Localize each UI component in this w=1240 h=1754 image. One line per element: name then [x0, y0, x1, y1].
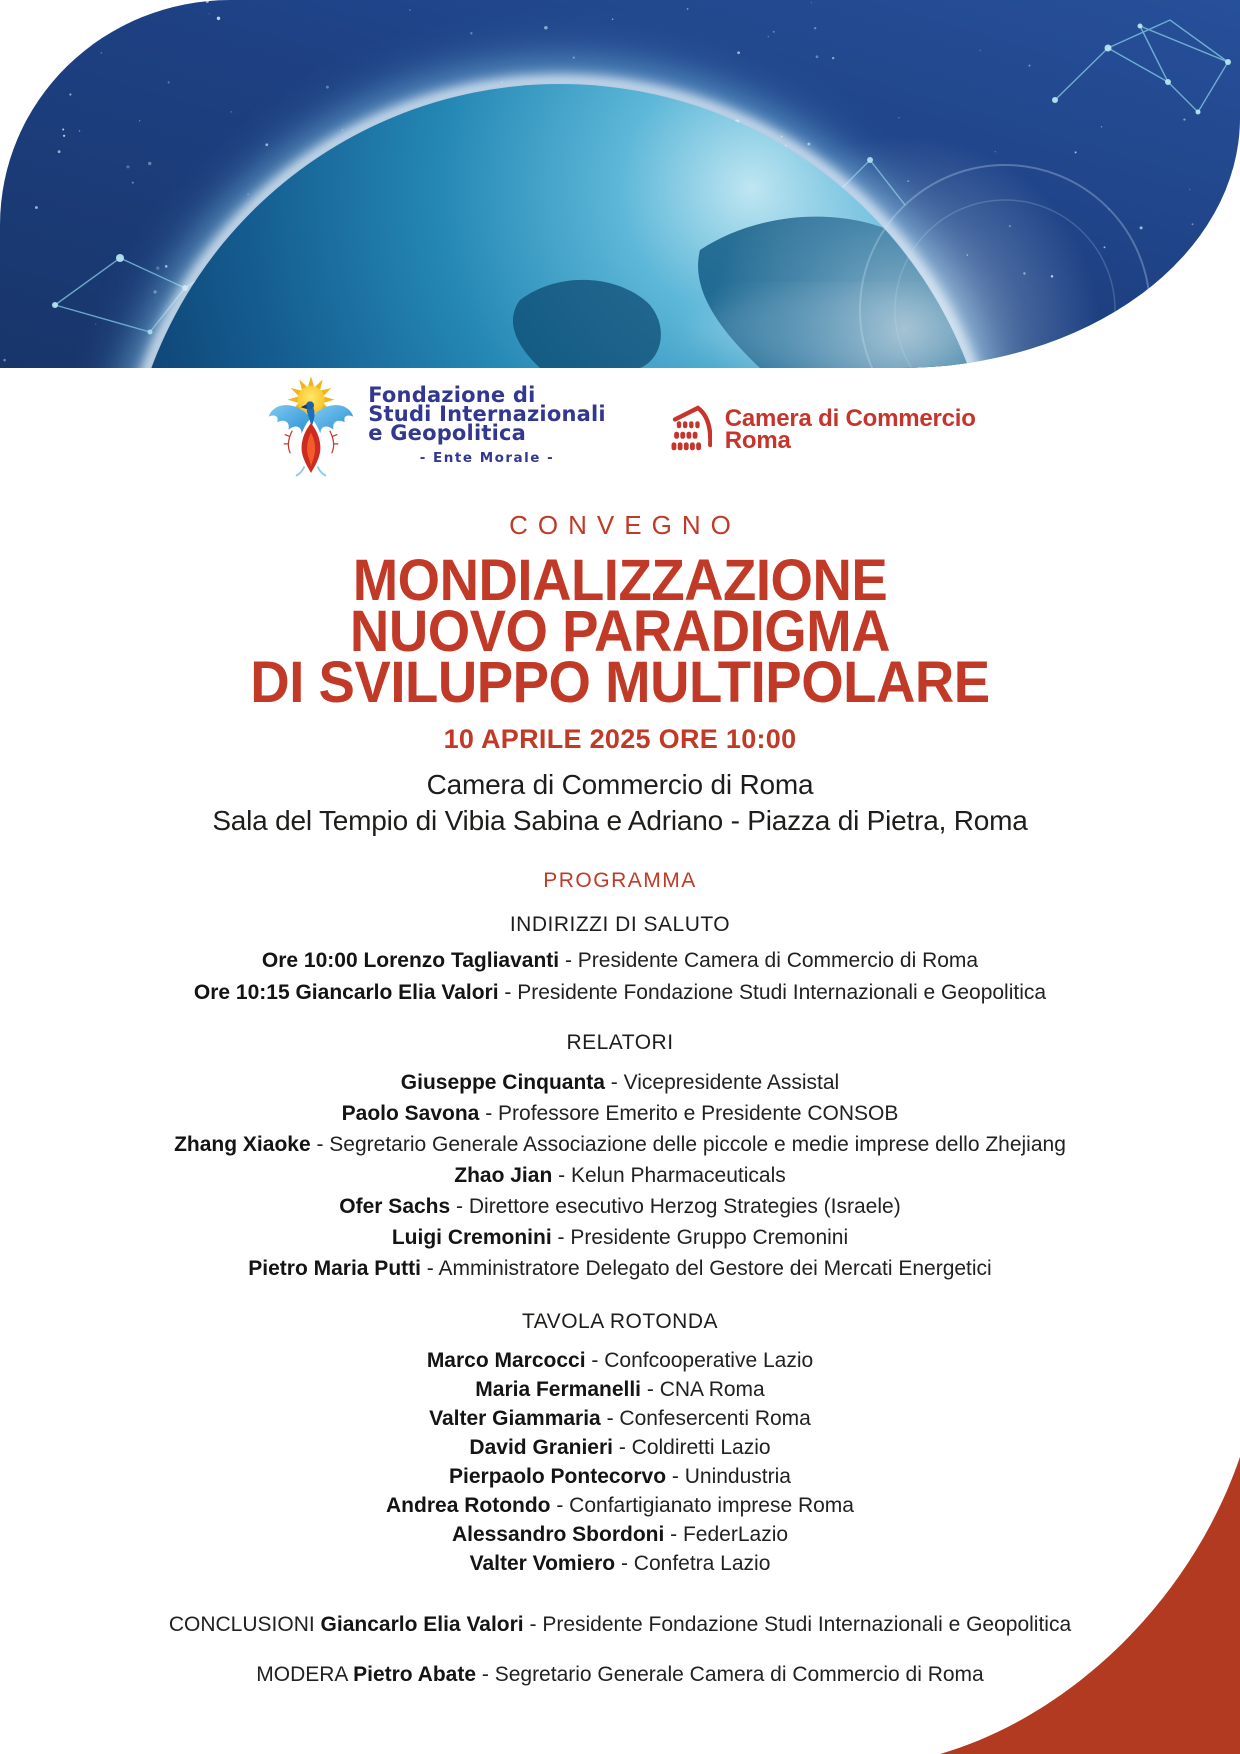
section-title: INDIRIZZI DI SALUTO: [509, 913, 731, 936]
speaker-role: FederLazio: [682, 1523, 789, 1546]
speaker-name: Andrea Rotondo: [386, 1494, 551, 1517]
speaker-name: Pietro Maria Putti: [248, 1257, 421, 1280]
fondazione-name-line3: e Geopolitica: [368, 421, 527, 445]
speaker-name: Valter Vomiero: [469, 1552, 616, 1575]
separator: -: [612, 1436, 632, 1459]
speaker-name: Zhao Jian: [454, 1164, 553, 1187]
event-title-line2: NUOVO PARADIGMA: [349, 599, 891, 664]
phoenix-flame: [302, 423, 321, 473]
speaker-role: Direttore esecutivo Herzog Strategies (Israele): [468, 1195, 901, 1218]
section-relatori: [0, 1031, 1240, 1284]
speaker-role: CNA Roma: [659, 1378, 765, 1401]
fondazione-subtitle: - Ente Morale -: [419, 450, 555, 466]
event-title-line1: MONDIALIZZAZIONE: [352, 548, 888, 613]
fondazione-name-line2: Studi Internazionali: [368, 402, 606, 426]
speaker-role: Presidente Gruppo Cremonini: [570, 1226, 849, 1249]
speaker-role: Vicepresidente Assistal: [623, 1071, 840, 1094]
event-venue: [0, 767, 1240, 839]
separator: -: [666, 1465, 685, 1488]
corner-curve-graphic: [940, 1457, 1240, 1754]
program-item: [0, 1346, 1240, 1375]
fondazione-name-line1: Fondazione di: [368, 383, 536, 407]
venue-line1: Camera di Commercio di Roma: [426, 769, 814, 800]
camera-logo-text: [724, 405, 976, 454]
fondazione-logo-text: [368, 383, 606, 466]
program-item: [0, 1098, 1240, 1129]
logos-row: [0, 374, 1240, 490]
program-item: [0, 1404, 1240, 1433]
speaker-name: Giuseppe Cinquanta: [400, 1071, 605, 1094]
separator: -: [552, 1164, 571, 1187]
speaker-role: Presidente Fondazione Studi Internazionali e Geopolitica: [517, 981, 1047, 1004]
speaker-role: Coldiretti Lazio: [631, 1436, 771, 1459]
separator: -: [664, 1523, 683, 1546]
separator: -: [551, 1226, 571, 1249]
speaker-role: Unindustria: [684, 1465, 791, 1488]
program-item: [0, 1191, 1240, 1222]
venue-line2: Sala del Tempio di Vibia Sabina e Adriano - Piazza di Pietra, Roma: [212, 805, 1028, 836]
separator: -: [420, 1257, 439, 1280]
phoenix-sun-icon: [264, 374, 358, 478]
separator: -: [550, 1494, 570, 1517]
separator: -: [498, 981, 518, 1004]
event-datetime: 10 APRILE 2025 ORE 10:00: [443, 724, 797, 754]
separator: -: [641, 1378, 660, 1401]
program-header: PROGRAMMA: [543, 869, 697, 892]
closing-prefix: CONCLUSIONI: [168, 1613, 315, 1636]
speaker-name: Ore 10:15 Giancarlo Elia Valori: [193, 981, 499, 1004]
separator: -: [600, 1407, 620, 1430]
speaker-name: Zhang Xiaoke: [174, 1133, 311, 1156]
program-item: [0, 1129, 1240, 1160]
event-kicker: CONVEGNO: [509, 510, 741, 540]
speaker-name: Ofer Sachs: [339, 1195, 451, 1218]
closing-prefix: MODERA: [256, 1663, 348, 1686]
speaker-role: Presidente Fondazione Studi Internazionali e Geopolitica: [542, 1613, 1072, 1636]
separator: -: [615, 1552, 634, 1575]
program-item: [0, 1067, 1240, 1098]
camera-commercio-logo: [668, 404, 976, 456]
camera-name-line1: Camera di Commercio: [724, 405, 976, 432]
speaker-name: Maria Fermanelli: [475, 1378, 642, 1401]
speaker-role: Segretario Generale Camera di Commercio di Roma: [494, 1663, 984, 1686]
speaker-name: Ore 10:00 Lorenzo Tagliavanti: [261, 949, 560, 972]
section-items: [0, 945, 1240, 1009]
speaker-name: Paolo Savona: [341, 1102, 480, 1125]
speaker-name: Giancarlo Elia Valori: [320, 1613, 524, 1636]
speaker-role: Segretario Generale Associazione delle piccole e medie imprese dello Zhejiang: [329, 1133, 1066, 1156]
section-indirizzi-di-saluto: [0, 913, 1240, 1009]
speaker-name: Pietro Abate: [353, 1663, 477, 1686]
banner-earth-graphic: [0, 0, 1240, 368]
speaker-name: Alessandro Sbordoni: [451, 1523, 665, 1546]
banner: [0, 0, 1240, 368]
fondazione-logo: [264, 374, 606, 478]
program-item: [0, 1222, 1240, 1253]
separator: -: [604, 1071, 624, 1094]
camera-name-line2: Roma: [724, 427, 791, 454]
program-item: [0, 977, 1240, 1009]
speaker-role: Presidente Camera di Commercio di Roma: [577, 949, 979, 972]
program-item: [0, 945, 1240, 977]
event-title: [37, 548, 1203, 715]
speaker-name: Valter Giammaria: [429, 1407, 601, 1430]
section-title: RELATORI: [566, 1031, 674, 1054]
speaker-role: Confartigianato imprese Roma: [569, 1494, 854, 1517]
corner-accent-shape: [940, 1457, 1240, 1754]
speaker-name: Luigi Cremonini: [391, 1226, 552, 1249]
speaker-role: Confetra Lazio: [633, 1552, 771, 1575]
separator: -: [310, 1133, 330, 1156]
separator: -: [476, 1663, 495, 1686]
separator: -: [585, 1349, 605, 1372]
speaker-name: Marco Marcocci: [426, 1349, 586, 1372]
separator: -: [523, 1613, 543, 1636]
program-item: [0, 1375, 1240, 1404]
section-items: [0, 1067, 1240, 1284]
speaker-role: Confesercenti Roma: [619, 1407, 811, 1430]
colosseum-icon: [668, 404, 712, 456]
separator: -: [479, 1102, 499, 1125]
program-item: [0, 1160, 1240, 1191]
program-item: [0, 1253, 1240, 1284]
section-title: TAVOLA ROTONDA: [521, 1310, 719, 1333]
separator: -: [559, 949, 578, 972]
speaker-name: Pierpaolo Pontecorvo: [449, 1465, 667, 1488]
speaker-role: Professore Emerito e Presidente CONSOB: [498, 1102, 899, 1125]
event-title-line3: DI SVILUPPO MULTIPOLARE: [250, 650, 990, 715]
speaker-name: David Granieri: [469, 1436, 613, 1459]
speaker-role: Kelun Pharmaceuticals: [570, 1164, 786, 1187]
separator: -: [450, 1195, 469, 1218]
speaker-role: Confcooperative Lazio: [604, 1349, 814, 1372]
speaker-role: Amministratore Delegato del Gestore dei Mercati Energetici: [438, 1257, 992, 1280]
